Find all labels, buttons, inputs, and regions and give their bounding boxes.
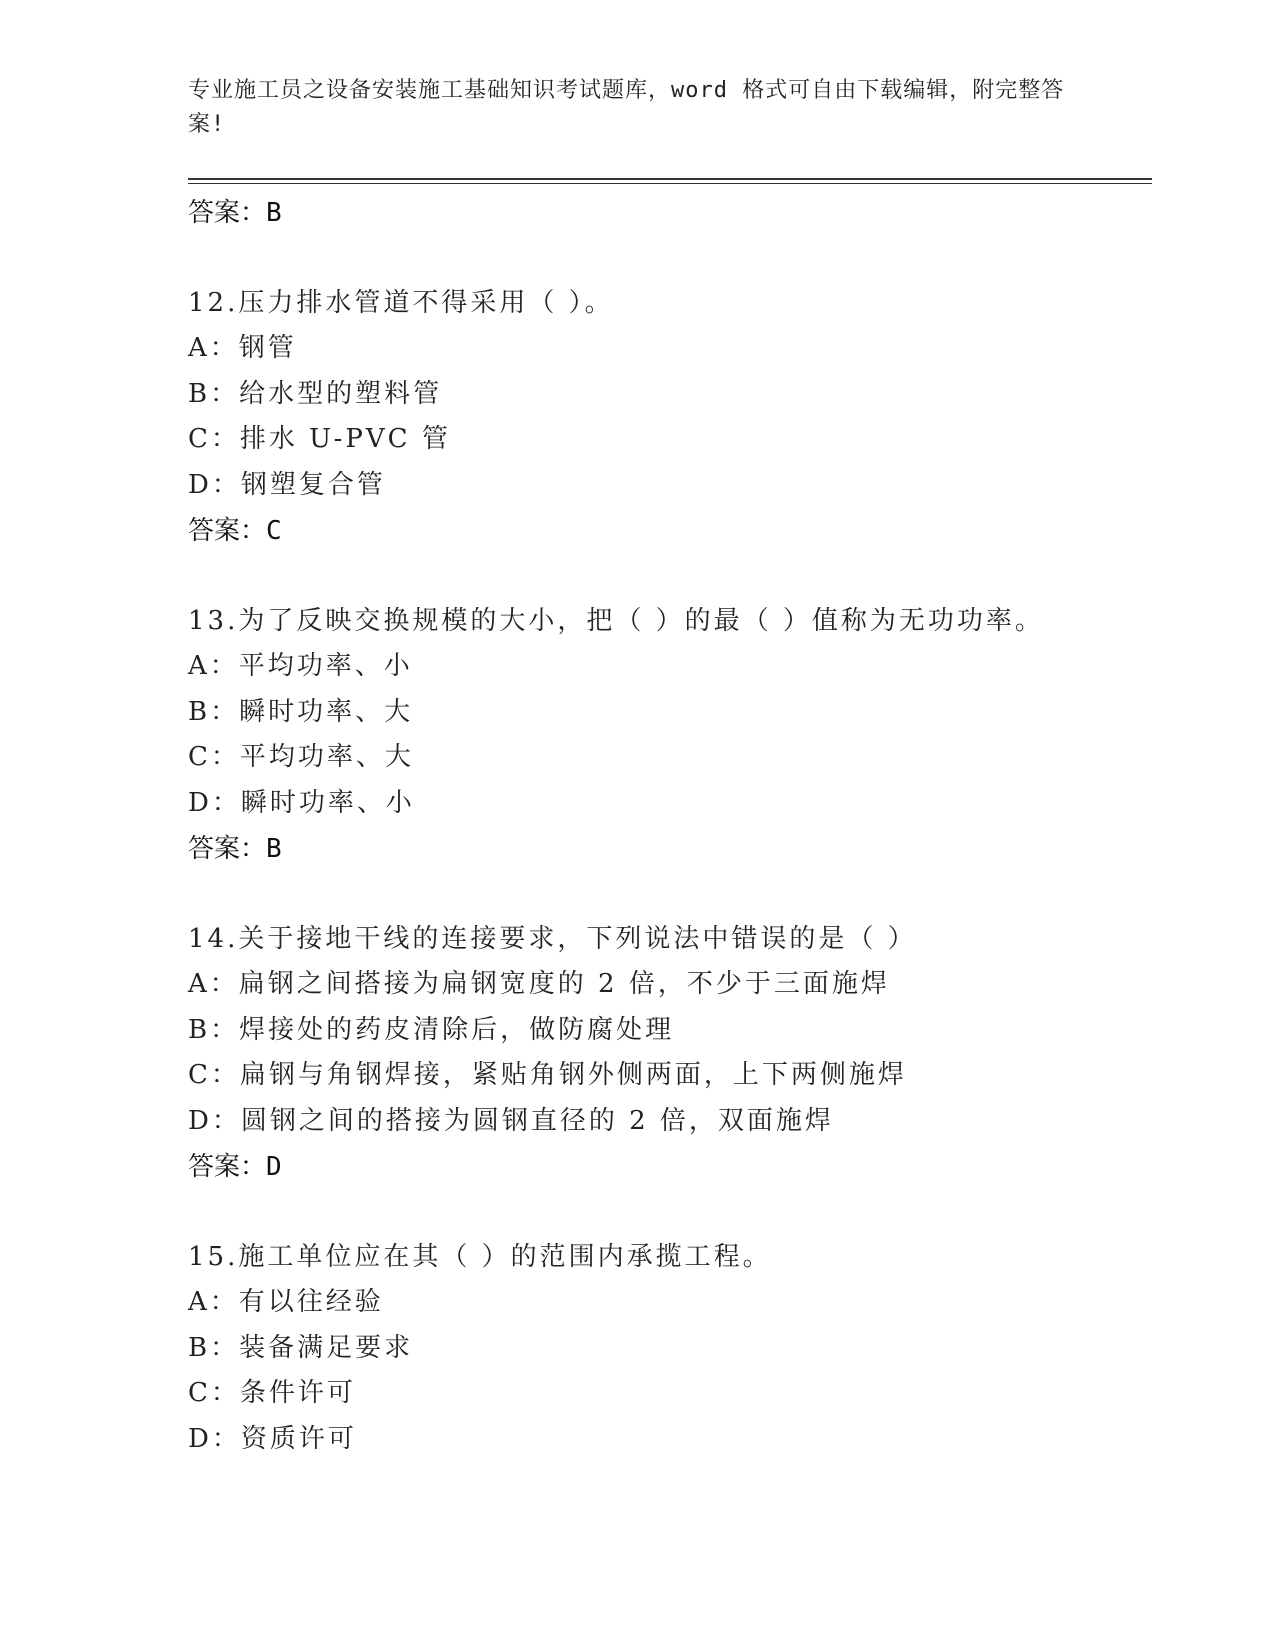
option-b: B：瞬时功率、大 (188, 696, 414, 727)
option-c: C：平均功率、大 (188, 742, 414, 772)
question-block (188, 598, 1152, 872)
spacer (188, 236, 1152, 280)
document-header (188, 74, 1068, 142)
answer-letter: C (266, 516, 282, 546)
option-d: D：钢塑复合管 (188, 469, 386, 500)
option-b: B：给水型的塑料管 (188, 378, 443, 409)
spacer (188, 554, 1152, 598)
option-c: C：排水 U-PVC 管 (188, 424, 451, 454)
spacer (188, 872, 1152, 916)
answer-letter: B (266, 834, 282, 864)
header-divider (188, 178, 1152, 180)
question-stem: 15.施工单位应在其（ ）的范围内承揽工程。 (188, 1242, 772, 1272)
option-b: B：装备满足要求 (188, 1332, 414, 1363)
question-block (188, 280, 1152, 554)
answer-line (188, 190, 1152, 236)
option-c: C：扁钢与角钢焊接，紧贴角钢外侧两面，上下两侧施焊 (188, 1060, 907, 1090)
answer-line (188, 508, 1152, 554)
question-block (188, 1234, 1152, 1462)
question-block (188, 916, 1152, 1190)
question-stem: 12.压力排水管道不得采用（ ）。 (188, 288, 614, 318)
question-stem: 14.关于接地干线的连接要求，下列说法中错误的是（ ） (188, 924, 917, 954)
question-stem: 13.为了反映交换规模的大小，把（ ）的最（ ）值称为无功功率。 (188, 606, 1044, 636)
option-a: A：扁钢之间搭接为扁钢宽度的 2 倍，不少于三面施焊 (188, 969, 890, 999)
spacer (188, 1190, 1152, 1234)
question-list (188, 190, 1152, 1462)
answer-label: 答案： (188, 834, 267, 864)
header-divider-thin (188, 183, 1152, 184)
answer-letter: B (266, 198, 282, 228)
answer-label: 答案： (188, 1152, 267, 1182)
answer-letter: D (266, 1152, 282, 1182)
option-a: A：钢管 (188, 333, 297, 363)
option-d: D：瞬时功率、小 (188, 787, 415, 818)
option-a: A：有以往经验 (188, 1287, 384, 1317)
header-description: 专业施工员之设备安装施工基础知识考试题库，word 格式可自由下载编辑，附完整答案! (188, 78, 1065, 137)
answer-line (188, 826, 1152, 872)
answer-line (188, 1144, 1152, 1190)
option-d: D：资质许可 (188, 1423, 357, 1454)
option-c: C：条件许可 (188, 1378, 356, 1408)
answer-label: 答案： (188, 198, 267, 228)
option-a: A：平均功率、小 (188, 651, 413, 681)
option-b: B：焊接处的药皮清除后，做防腐处理 (188, 1014, 675, 1045)
answer-label: 答案： (188, 516, 267, 546)
option-d: D：圆钢之间的搭接为圆钢直径的 2 倍，双面施焊 (188, 1105, 834, 1136)
